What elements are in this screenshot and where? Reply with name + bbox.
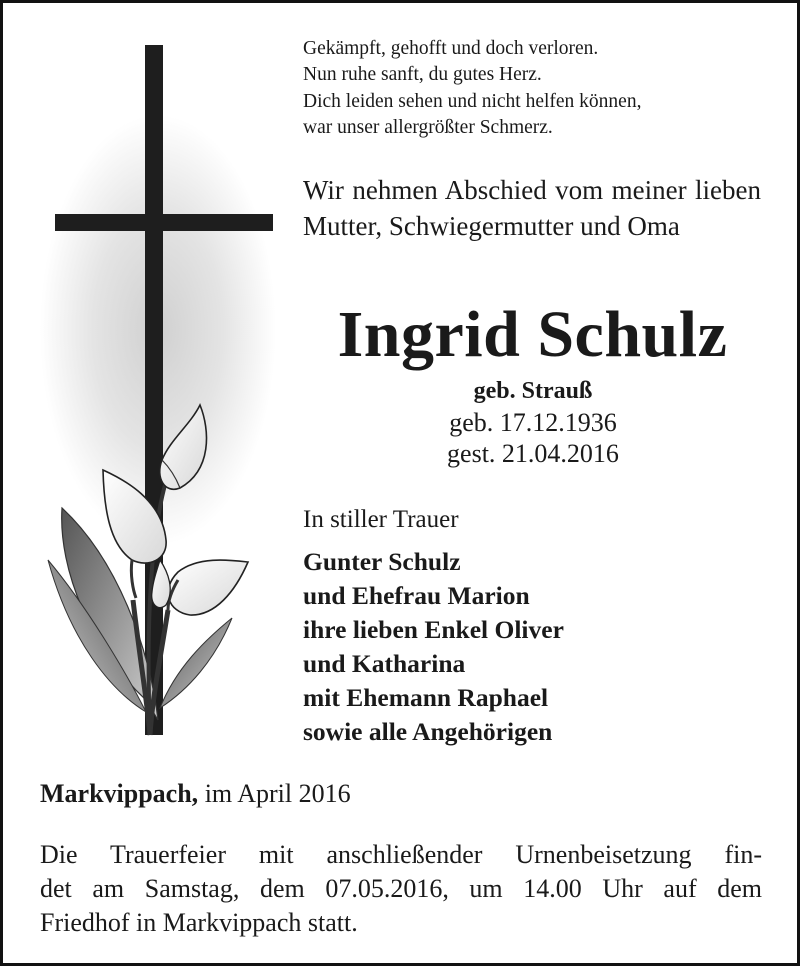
funeral-line: det am Samstag, dem 07.05.2016, um 14.00 Uhr auf dem [40,874,762,903]
poem-line: Dich leiden sehen und nicht helfen können, [303,90,642,112]
death-date: gest. 21.04.2016 [447,439,619,468]
place-and-date [40,776,351,812]
poem-line: war unser allergrößter Schmerz. [303,116,553,138]
birth-date: geb. 17.12.1936 [449,408,617,437]
notice-date: im April 2016 [198,779,351,808]
mourners-intro: In stiller Trauer [303,506,459,533]
mourner-line: und Ehefrau Marion [303,581,530,610]
farewell-text: Wir nehmen Abschied vom meiner lieben Mutter, Schwiegermutter und Oma [303,175,761,241]
mourners-list [303,545,564,749]
funeral-notice [40,838,762,940]
deceased-name: Ingrid Schulz [337,298,728,371]
town-name: Markvippach, [40,779,199,808]
life-dates [380,376,686,469]
mourner-line: und Katharina [303,649,466,678]
mourner-line: sowie alle Angehörigen [303,717,553,746]
funeral-line: Friedhof in Markvippach statt. [40,908,358,937]
memorial-poem [303,36,641,141]
mourner-line: mit Ehemann Raphael [303,683,549,712]
mourner-line: ihre lieben Enkel Oliver [303,615,564,644]
mourner-line: Gunter Schulz [303,547,461,576]
poem-line: Nun ruhe sanft, du gutes Herz. [303,64,542,86]
funeral-line: Die Trauerfeier mit anschließender Urnenbeisetzung fin- [40,840,762,869]
poem-line: Gekämpft, gehofft und doch verloren. [303,38,599,59]
maiden-name: geb. Strauß [473,378,593,404]
